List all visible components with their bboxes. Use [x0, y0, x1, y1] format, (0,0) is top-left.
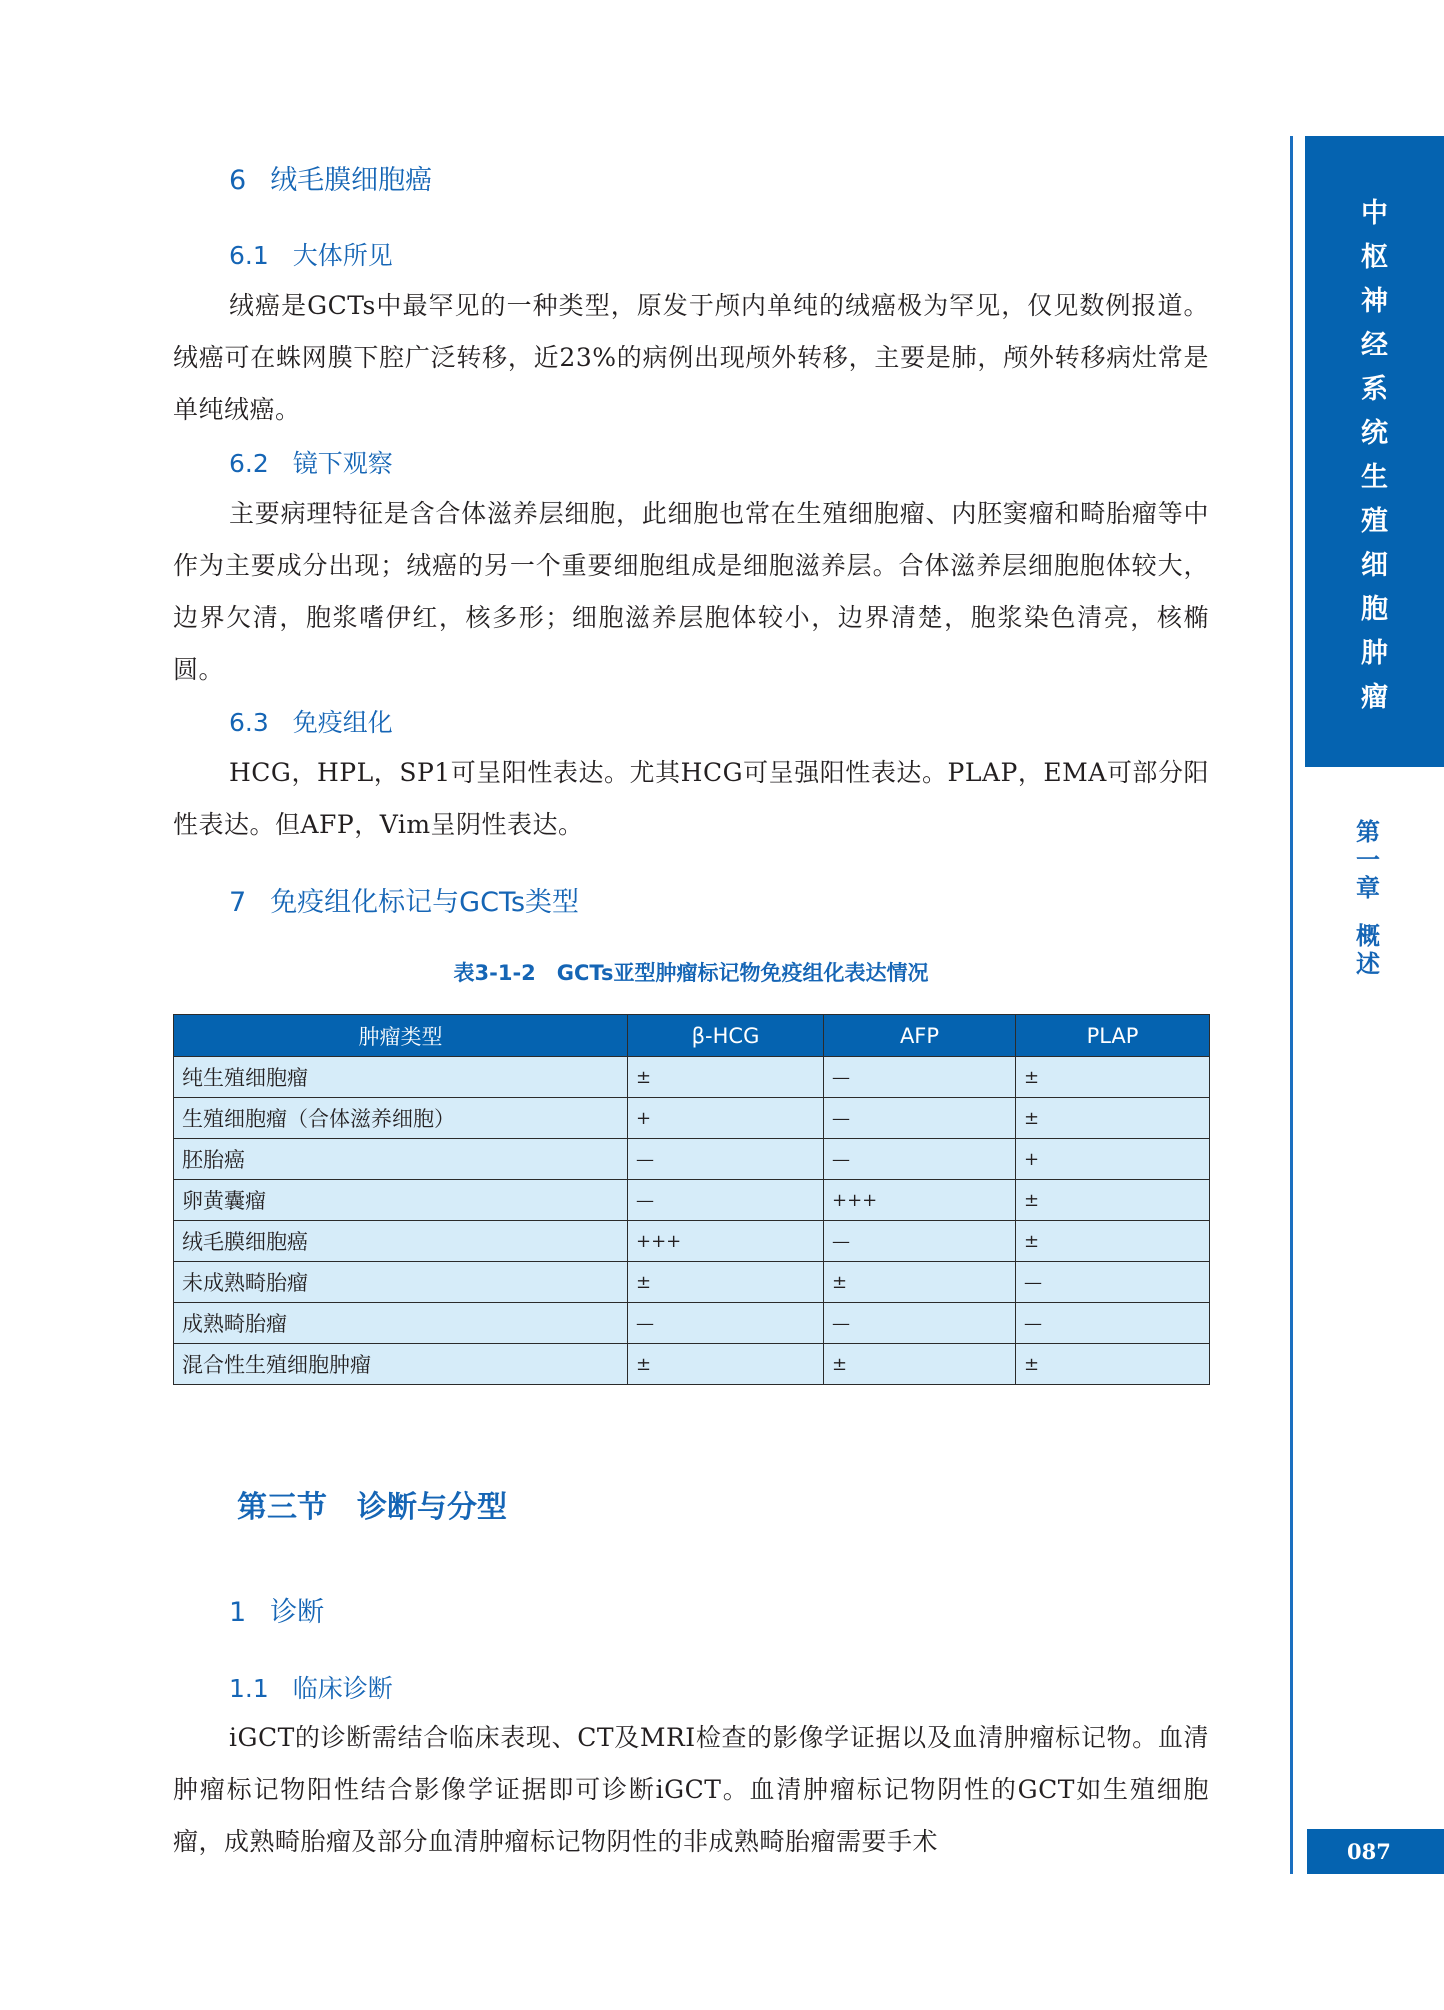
heading-6: 6 绒毛膜细胞癌	[229, 165, 433, 196]
table-header-row	[174, 1015, 1210, 1057]
heading-7: 7 免疫组化标记与GCTs类型	[229, 887, 580, 918]
chapter-name-char: 述	[1356, 949, 1380, 978]
afp-cell: —	[824, 1221, 1016, 1262]
book-title-char: 胞	[1361, 594, 1388, 625]
tumor-type-cell: 成熟畸胎瘤	[174, 1303, 628, 1344]
page-number: 087	[1307, 1829, 1444, 1874]
heading-6-2: 6.2 镜下观察	[229, 449, 393, 478]
bhcg-cell: —	[628, 1180, 824, 1221]
bhcg-cell: ±	[628, 1344, 824, 1385]
book-title-char: 统	[1361, 418, 1388, 449]
margin-rule	[1290, 136, 1293, 1874]
bhcg-cell: ±	[628, 1057, 824, 1098]
bhcg-cell: —	[628, 1139, 824, 1180]
table-row	[174, 1057, 1210, 1098]
chapter-char: 一	[1356, 845, 1380, 874]
plap-cell: +	[1016, 1139, 1210, 1180]
header-afp: AFP	[824, 1015, 1016, 1057]
book-title-char: 经	[1361, 330, 1388, 361]
paragraph-6-3: HCG，HPL，SP1可呈阳性表达。尤其HCG可呈强阳性表达。PLAP，EMA可部分阳性表达。但AFP，Vim呈阴性表达。	[173, 758, 1209, 839]
heading-6-1: 6.1 大体所见	[229, 241, 393, 270]
header-bhcg: β-HCG	[628, 1015, 824, 1057]
bhcg-cell: ±	[628, 1262, 824, 1303]
bhcg-cell: +++	[628, 1221, 824, 1262]
section-title: 第三节 诊断与分型	[237, 1490, 507, 1525]
chapter-name-char: 概	[1356, 921, 1380, 950]
paragraph-6-1: 绒癌是GCTs中最罕见的一种类型，原发于颅内单纯的绒癌极为罕见，仅见数例报道。绒癌可在蛛网膜下腔广泛转移，近23%的病例出现颅外转移，主要是肺，颅外转移病灶常是单纯绒癌。	[173, 291, 1209, 424]
header-tumor-type: 肿瘤类型	[174, 1015, 628, 1057]
book-title-char: 生	[1361, 462, 1388, 493]
heading-1: 1 诊断	[229, 1597, 325, 1628]
afp-cell: ±	[824, 1344, 1016, 1385]
plap-cell: —	[1016, 1262, 1210, 1303]
book-title-char: 神	[1361, 286, 1388, 317]
bhcg-cell: —	[628, 1303, 824, 1344]
book-title-char: 系	[1361, 374, 1388, 405]
book-title-char: 中	[1361, 198, 1388, 229]
plap-cell: ±	[1016, 1098, 1210, 1139]
plap-cell: ±	[1016, 1057, 1210, 1098]
afp-cell: —	[824, 1098, 1016, 1139]
heading-1-1: 1.1 临床诊断	[229, 1674, 393, 1703]
table-row	[174, 1344, 1210, 1385]
afp-cell: —	[824, 1303, 1016, 1344]
header-plap: PLAP	[1016, 1015, 1210, 1057]
plap-cell: —	[1016, 1303, 1210, 1344]
table-row	[174, 1221, 1210, 1262]
chapter-char: 第	[1356, 817, 1380, 846]
afp-cell: +++	[824, 1180, 1016, 1221]
paragraph-6-2: 主要病理特征是含合体滋养层细胞，此细胞也常在生殖细胞瘤、内胚窦瘤和畸胎瘤等中作为主要成分出现；绒癌的另一个重要细胞组成是细胞滋养层。合体滋养层细胞胞体较大，边界欠清，胞浆嗜伊红，核多形；细胞滋养层胞体较小，边界清楚，胞浆染色清亮，核椭圆。	[173, 499, 1209, 684]
book-title-char: 瘤	[1361, 682, 1388, 713]
plap-cell: ±	[1016, 1221, 1210, 1262]
book-title-char: 枢	[1361, 242, 1388, 273]
afp-cell: —	[824, 1057, 1016, 1098]
book-title-char: 殖	[1361, 506, 1388, 537]
table-caption: 表3-1-2 GCTs亚型肿瘤标记物免疫组化表达情况	[453, 961, 929, 985]
book-title-char: 肿	[1361, 638, 1388, 669]
plap-cell: ±	[1016, 1180, 1210, 1221]
heading-6-3: 6.3 免疫组化	[229, 708, 393, 737]
tumor-type-cell: 生殖细胞瘤（合体滋养细胞）	[174, 1098, 628, 1139]
plap-cell: ±	[1016, 1344, 1210, 1385]
paragraph-1-1: iGCT的诊断需结合临床表现、CT及MRI检查的影像学证据以及血清肿瘤标记物。血清肿瘤标记物阳性结合影像学证据即可诊断iGCT。血清肿瘤标记物阴性的GCT如生殖细胞瘤，成熟畸胎瘤及部分血清肿瘤标记物阴性的非成熟畸胎瘤需要手术	[173, 1723, 1209, 1856]
tumor-type-cell: 绒毛膜细胞癌	[174, 1221, 628, 1262]
afp-cell: —	[824, 1139, 1016, 1180]
book-title-char: 细	[1361, 550, 1388, 581]
bhcg-cell: +	[628, 1098, 824, 1139]
tumor-type-cell: 未成熟畸胎瘤	[174, 1262, 628, 1303]
tumor-type-cell: 混合性生殖细胞肿瘤	[174, 1344, 628, 1385]
table-row	[174, 1098, 1210, 1139]
tumor-type-cell: 卵黄囊瘤	[174, 1180, 628, 1221]
table-row	[174, 1303, 1210, 1344]
marker-table	[173, 1014, 1210, 1385]
table-row	[174, 1180, 1210, 1221]
tumor-type-cell: 胚胎癌	[174, 1139, 628, 1180]
chapter-label	[1350, 818, 1386, 978]
afp-cell: ±	[824, 1262, 1016, 1303]
table-row	[174, 1262, 1210, 1303]
book-title-tab	[1305, 136, 1444, 767]
tumor-type-cell: 纯生殖细胞瘤	[174, 1057, 628, 1098]
chapter-char: 章	[1356, 873, 1380, 902]
table-row	[174, 1139, 1210, 1180]
